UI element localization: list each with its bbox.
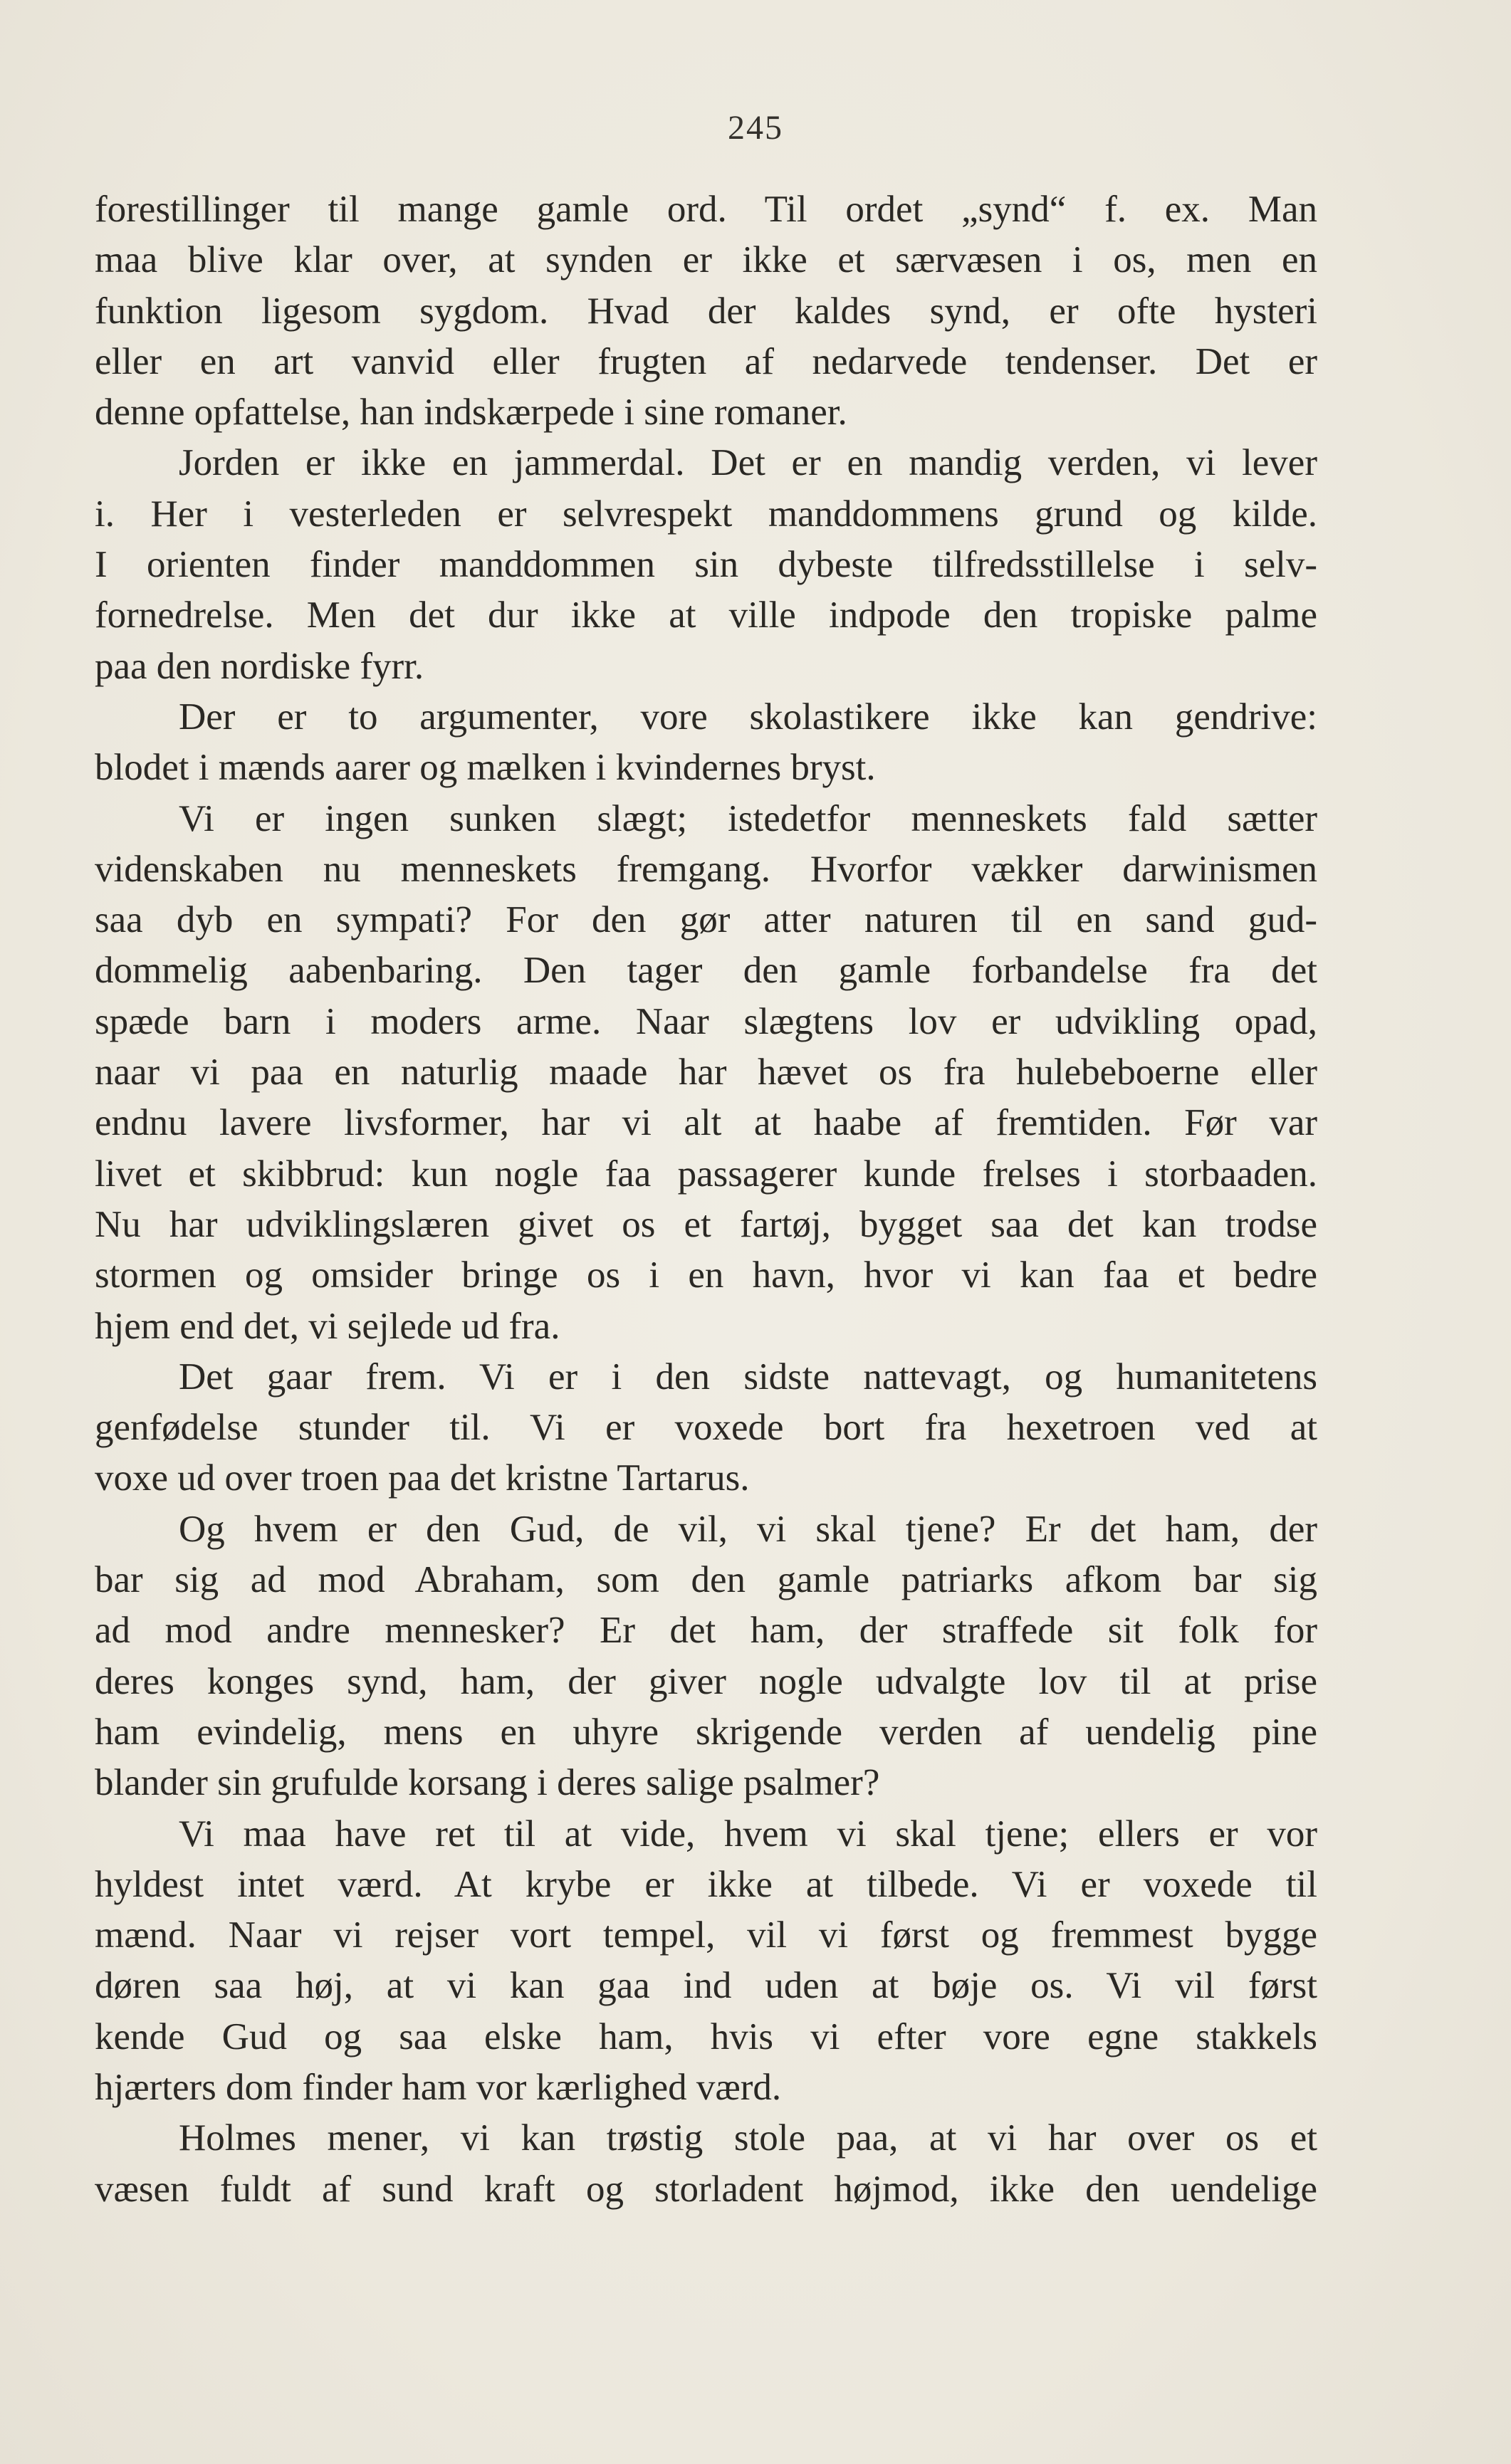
text-line: hjærters dom finder ham vor kærlighed værd. xyxy=(95,2066,782,2108)
text-line: funktion ligesom sygdom. Hvad der kaldes synd, er ofte hysteri xyxy=(95,290,1317,332)
text-line: fornedrelse. Men det dur ikke at ville indpode den tropiske palme xyxy=(95,594,1317,636)
text-line: i. Her i vesterleden er selvrespekt manddommens grund og kilde. xyxy=(95,493,1317,535)
text-line: eller en art vanvid eller frugten af nedarvede tendenser. Det er xyxy=(95,340,1317,382)
text-line: livet et skibbrud: kun nogle faa passagerer kunde frelses i storbaaden. xyxy=(95,1153,1317,1195)
text-line: Holmes mener, vi kan trøstig stole paa, at vi har over os et xyxy=(179,2117,1317,2159)
text-line: ad mod andre mennesker? Er det ham, der straffede sit folk for xyxy=(95,1610,1317,1652)
text-line: paa den nordiske fyrr. xyxy=(95,645,424,687)
text-line: kende Gud og saa elske ham, hvis vi efter vore egne stakkels xyxy=(95,2015,1317,2057)
text-line: stormen og omsider bringe os i en havn, hvor vi kan faa et bedre xyxy=(95,1254,1317,1296)
text-line: Jorden er ikke en jammerdal. Det er en mandig verden, vi lever xyxy=(179,442,1317,484)
text-line: videnskaben nu menneskets fremgang. Hvorfor vækker darwinismen xyxy=(95,848,1317,890)
text-line: hjem end det, vi sejlede ud fra. xyxy=(95,1305,560,1347)
text-line: Og hvem er den Gud, de vil, vi skal tjene? Er det ham, der xyxy=(179,1508,1317,1550)
text-line: forestillinger til mange gamle ord. Til ordet „synd“ f. ex. Man xyxy=(95,189,1317,230)
text-line: deres konges synd, ham, der giver nogle udvalgte lov til at prise xyxy=(95,1660,1317,1702)
text-line: mænd. Naar vi rejser vort tempel, vil vi først og fremmest bygge xyxy=(95,1914,1317,1956)
text-line: blander sin grufulde korsang i deres salige psalmer? xyxy=(95,1762,880,1804)
text-line: I orienten finder manddommen sin dybeste tilfredsstillelse i selv- xyxy=(95,544,1317,586)
body-text xyxy=(95,184,1317,2215)
text-line: naar vi paa en naturlig maade har hævet os fra hulebeboerne eller xyxy=(95,1052,1317,1094)
text-line: spæde barn i moders arme. Naar slægtens lov er udvikling opad, xyxy=(95,1000,1317,1042)
text-line: Det gaar frem. Vi er i den sidste nattevagt, og humanitetens xyxy=(179,1356,1317,1398)
text-line: Vi er ingen sunken slægt; istedetfor menneskets fald sætter xyxy=(179,797,1317,839)
text-line: blodet i mænds aarer og mælken i kvindernes bryst. xyxy=(95,747,876,789)
text-line: endnu lavere livsformer, har vi alt at haabe af fremtiden. Før var xyxy=(95,1102,1317,1144)
text-line: Vi maa have ret til at vide, hvem vi skal tjene; ellers er vor xyxy=(179,1813,1317,1855)
text-line: genfødelse stunder til. Vi er voxede bort fra hexetroen ved at xyxy=(95,1407,1317,1449)
text-line: ham evindelig, mens en uhyre skrigende verden af uendelig pine xyxy=(95,1711,1317,1753)
text-line: bar sig ad mod Abraham, som den gamle patriarks afkom bar sig xyxy=(95,1559,1317,1601)
text-line: hyldest intet værd. At krybe er ikke at tilbede. Vi er voxede til xyxy=(95,1863,1317,1905)
text-line: Nu har udviklingslæren givet os et fartøj, bygget saa det kan trodse xyxy=(95,1203,1317,1245)
text-line: denne opfattelse, han indskærpede i sine romaner. xyxy=(95,392,847,434)
page-number: 245 xyxy=(728,109,783,147)
text-line: dommelig aabenbaring. Den tager den gamle forbandelse fra det xyxy=(95,950,1317,992)
text-line: maa blive klar over, at synden er ikke et særvæsen i os, men en xyxy=(95,239,1317,281)
text-line: væsen fuldt af sund kraft og storladent højmod, ikke den uendelige xyxy=(95,2168,1317,2210)
text-line: voxe ud over troen paa det kristne Tartarus. xyxy=(95,1457,750,1499)
text-line: døren saa høj, at vi kan gaa ind uden at bøje os. Vi vil først xyxy=(95,1965,1317,2007)
text-line: saa dyb en sympati? For den gør atter naturen til en sand gud- xyxy=(95,899,1317,941)
text-line: Der er to argumenter, vore skolastikere ikke kan gendrive: xyxy=(179,696,1317,738)
